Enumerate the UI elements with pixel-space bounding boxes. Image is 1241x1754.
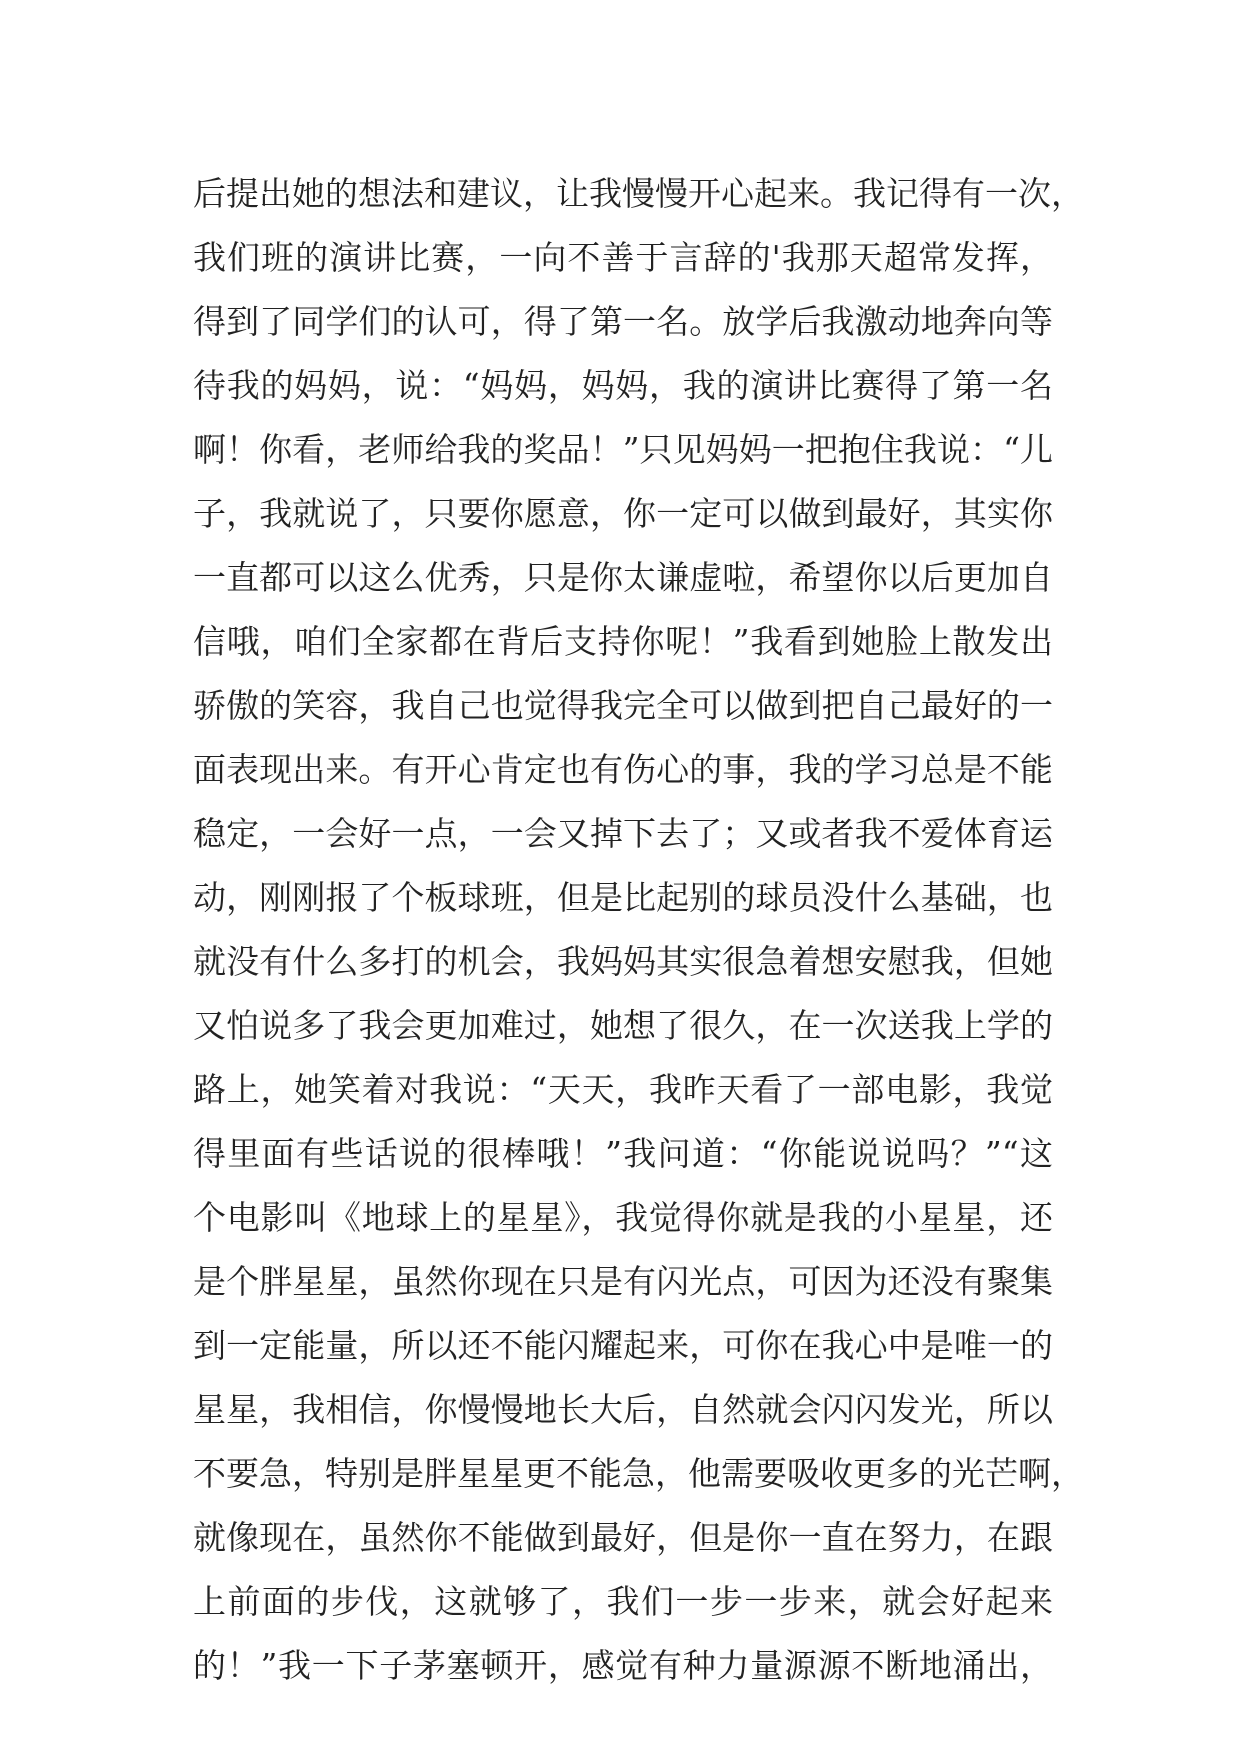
text-line-21: 不要急，特别是胖星星更不能急，他需要吸收更多的光芒啊，	[193, 1454, 1084, 1493]
text-line-15: 路上，她笑着对我说：“天天，我昨天看了一部电影，我觉	[193, 1070, 1053, 1109]
text-line-1: 后提出她的想法和建议，让我慢慢开心起来。我记得有一次，	[193, 174, 1084, 213]
text-line-12: 动，刚刚报了个板球班，但是比起别的球员没什么基础，也	[193, 878, 1053, 917]
text-line-10: 面表现出来。有开心肯定也有伤心的事，我的学习总是不能	[193, 750, 1053, 789]
text-line-5: 啊！你看，老师给我的奖品！”只见妈妈一把抱住我说：“儿	[193, 430, 1053, 469]
text-line-13: 就没有什么多打的机会，我妈妈其实很急着想安慰我，但她	[193, 942, 1053, 981]
text-line-14: 又怕说多了我会更加难过，她想了很久，在一次送我上学的	[193, 1006, 1053, 1045]
text-line-16: 得里面有些话说的很棒哦！”我问道：“你能说说吗？”“这	[193, 1134, 1053, 1173]
text-line-17: 个电影叫《地球上的星星》，我觉得你就是我的小星星，还	[193, 1198, 1053, 1237]
text-line-22: 就像现在，虽然你不能做到最好，但是你一直在努力，在跟	[193, 1518, 1053, 1557]
text-line-24: 的！”我一下子茅塞顿开，感觉有种力量源源不断地涌出，	[193, 1646, 1053, 1685]
body-text	[193, 162, 1084, 1698]
text-line-6: 子，我就说了，只要你愿意，你一定可以做到最好，其实你	[193, 494, 1053, 533]
text-line-19: 到一定能量，所以还不能闪耀起来，可你在我心中是唯一的	[193, 1326, 1053, 1365]
text-line-9: 骄傲的笑容，我自己也觉得我完全可以做到把自己最好的一	[193, 686, 1053, 725]
text-line-7: 一直都可以这么优秀，只是你太谦虚啦，希望你以后更加自	[193, 558, 1053, 597]
text-line-8: 信哦，咱们全家都在背后支持你呢！”我看到她脸上散发出	[193, 622, 1053, 661]
text-line-3: 得到了同学们的认可，得了第一名。放学后我激动地奔向等	[193, 302, 1053, 341]
text-line-2: 我们班的演讲比赛，一向不善于言辞的'我那天超常发挥，	[193, 238, 1053, 277]
text-line-11: 稳定，一会好一点，一会又掉下去了；又或者我不爱体育运	[193, 814, 1053, 853]
text-line-23: 上前面的步伐，这就够了，我们一步一步来，就会好起来	[193, 1582, 1053, 1621]
text-line-20: 星星，我相信，你慢慢地长大后，自然就会闪闪发光，所以	[193, 1390, 1053, 1429]
text-line-18: 是个胖星星，虽然你现在只是有闪光点，可因为还没有聚集	[193, 1262, 1053, 1301]
text-line-4: 待我的妈妈，说：“妈妈，妈妈，我的演讲比赛得了第一名	[193, 366, 1053, 405]
